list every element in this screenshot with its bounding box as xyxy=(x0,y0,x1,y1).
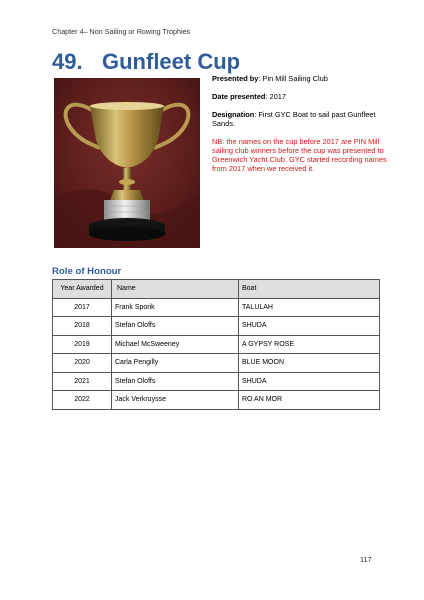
cell-year: 2020 xyxy=(53,354,112,373)
cell-boat: RO AN MOR xyxy=(239,391,380,410)
roll-of-honour-table xyxy=(52,279,380,410)
column-header-name: Name xyxy=(112,280,239,299)
cell-boat: SHUDA xyxy=(239,317,380,336)
trophy-name: Gunfleet Cup xyxy=(102,49,241,74)
cell-name: Stefan Oloffs xyxy=(112,372,239,391)
cell-name: Jack Verkruysse xyxy=(112,391,239,410)
cell-year: 2018 xyxy=(53,317,112,336)
table-row xyxy=(53,317,380,336)
presented-by-value: : Pin Mill Sailing Club xyxy=(258,74,328,83)
designation-label: Designation xyxy=(212,110,255,119)
column-header-year: Year Awarded xyxy=(53,280,112,299)
cell-name: Carla Pengilly xyxy=(112,354,239,373)
cell-year: 2017 xyxy=(53,298,112,317)
designation-value: : First GYC Boat to sail past Gunfleet Sands. xyxy=(212,110,376,128)
cell-boat: SHUDA xyxy=(239,372,380,391)
cell-name: Frank Sporik xyxy=(112,298,239,317)
trophy-photo xyxy=(54,78,200,248)
roll-of-honour-heading: Role of Honour xyxy=(52,266,122,277)
presented-by xyxy=(212,74,387,83)
chapter-header: Chapter 4– Non Sailing or Rowing Trophies xyxy=(52,27,191,36)
table-row xyxy=(53,391,380,410)
cell-year: 2022 xyxy=(53,391,112,410)
nb-note: NB: the names on the cup before 2017 are PIN Mill sailing club winners before the cup was presented to Greenwich Yacht Club. GYC started recording names from 2017 when we received it. xyxy=(212,137,387,173)
table-header-row xyxy=(53,280,380,299)
table-row xyxy=(53,354,380,373)
date-presented-value: : 2017 xyxy=(265,92,286,101)
cell-name: Stefan Oloffs xyxy=(112,317,239,336)
date-presented-label: Date presented xyxy=(212,92,266,101)
cell-name: Michael McSweeney xyxy=(112,335,239,354)
cell-boat: TALULAH xyxy=(239,298,380,317)
presented-by-label: Presented by xyxy=(212,74,259,83)
table-row xyxy=(53,335,380,354)
trophy-cup-illustration xyxy=(54,78,200,248)
page-number: 117 xyxy=(360,555,372,564)
table-row xyxy=(53,372,380,391)
date-presented xyxy=(212,92,387,101)
cell-year: 2019 xyxy=(53,335,112,354)
column-header-boat: Boat xyxy=(239,280,380,299)
trophy-title xyxy=(52,49,240,75)
designation xyxy=(212,110,387,128)
cell-year: 2021 xyxy=(53,372,112,391)
table-row xyxy=(53,298,380,317)
trophy-number: 49. xyxy=(52,49,83,74)
cell-boat: BLUE MOON xyxy=(239,354,380,373)
trophy-details xyxy=(212,74,387,182)
cell-boat: A GYPSY ROSE xyxy=(239,335,380,354)
